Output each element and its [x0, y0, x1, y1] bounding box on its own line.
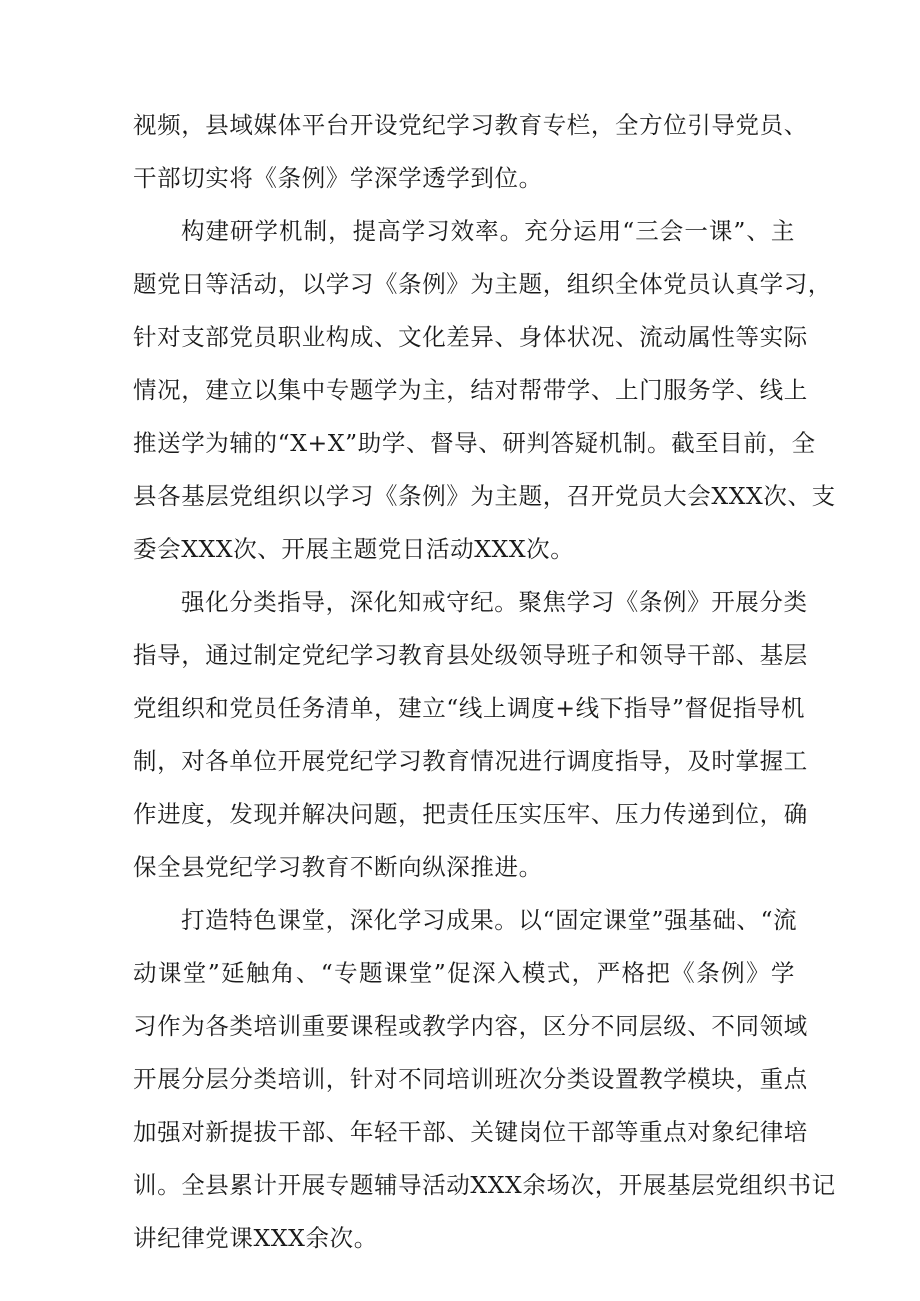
text-line: 开展分层分类培训，针对不同培训班次分类设置教学模块，重点 [133, 1065, 808, 1093]
text-line: 动课堂”延触角、“专题课堂”促深入模式，严格把《条例》学 [133, 959, 795, 987]
text-line: 保全县党纪学习教育不断向纵深推进。 [133, 853, 543, 881]
text-line: 题党日等活动，以学习《条例》为主题，组织全体党员认真学习， [133, 270, 832, 298]
paragraph-start-line: 打造特色课堂，深化学习成果。以“固定课堂”强基础、“流 [181, 906, 798, 934]
text-line: 推送学为辅的“X+X”助学、督导、研判答疑机制。截至目前，全 [133, 429, 816, 457]
text-line: 党组织和党员任务清单，建立“线上调度+线下指导”督促指导机 [133, 694, 806, 722]
paragraph-start-line: 构建研学机制，提高学习效率。充分运用“三会一课”、主 [181, 217, 795, 245]
text-line: 制，对各单位开展党纪学习教育情况进行调度指导，及时掌握工 [133, 747, 808, 775]
text-line: 视频，县域媒体平台开设党纪学习教育专栏，全方位引导党员、 [133, 111, 808, 139]
text-line: 干部切实将《条例》学深学透学到位。 [133, 164, 543, 192]
text-line: 情况，建立以集中专题学为主，结对帮带学、上门服务学、线上 [133, 376, 808, 404]
text-line: 训。全县累计开展专题辅导活动XXX余场次，开展基层党组织书记 [133, 1171, 836, 1199]
text-line: 习作为各类培训重要课程或教学内容，区分不同层级、不同领域 [133, 1012, 808, 1040]
text-line: 指导，通过制定党纪学习教育县处级领导班子和领导干部、基层 [133, 641, 808, 669]
text-line: 讲纪律党课XXX余次。 [133, 1224, 378, 1252]
text-line: 作进度，发现并解决问题，把责任压实压牢、压力传递到位，确 [133, 800, 808, 828]
text-line: 县各基层党组织以学习《条例》为主题，召开党员大会XXX次、支 [133, 482, 836, 510]
text-line: 委会XXX次、开展主题党日活动XXX次。 [133, 535, 575, 563]
paragraph-start-line: 强化分类指导，深化知戒守纪。聚焦学习《条例》开展分类 [181, 588, 808, 616]
text-line: 加强对新提拔干部、年轻干部、关键岗位干部等重点对象纪律培 [133, 1118, 808, 1146]
text-line: 针对支部党员职业构成、文化差异、身体状况、流动属性等实际 [133, 323, 808, 351]
